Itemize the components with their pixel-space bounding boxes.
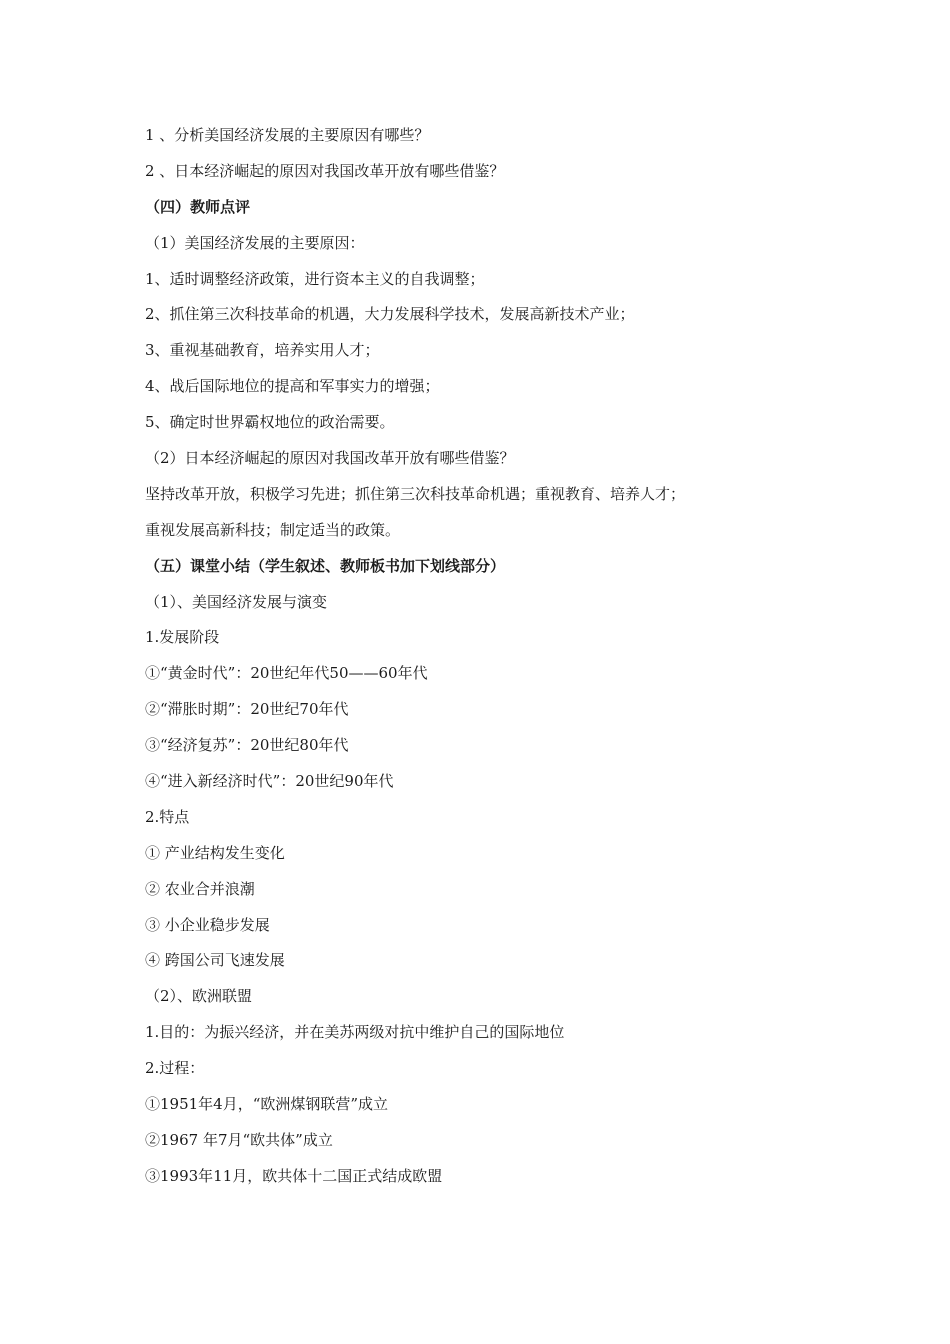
text-line: ①“黄金时代”：20世纪年代50——60年代 [145, 664, 428, 683]
text-line: （2）日本经济崛起的原因对我国改革开放有哪些借鉴？ [145, 449, 515, 468]
section-heading: （四）教师点评 [145, 197, 251, 216]
text-line: ③“经济复苏”：20世纪80年代 [145, 736, 349, 755]
text-line: （2）、欧洲联盟 [145, 987, 253, 1006]
text-line: ② 农业合并浪潮 [145, 879, 255, 898]
text-line: ①1951年4月，“欧洲煤钢联营”成立 [145, 1095, 389, 1114]
text-line: 1、适时调整经济政策，进行资本主义的自我调整； [145, 269, 485, 288]
text-line: ②1967 年7月“欧共体”成立 [145, 1130, 333, 1149]
text-line: ① 产业结构发生变化 [145, 843, 285, 862]
text-line: 4、战后国际地位的提高和军事实力的增强； [145, 377, 440, 396]
text-line: ④ 跨国公司飞速发展 [145, 951, 285, 970]
text-line: ②“滞胀时期”：20世纪70年代 [145, 700, 349, 719]
text-line: 坚持改革开放，积极学习先进；抓住第三次科技革命机遇；重视教育、培养人才； [145, 484, 686, 503]
text-line: （1）美国经济发展的主要原因： [145, 233, 365, 252]
text-line: 5、确定时世界霸权地位的政治需要。 [145, 413, 395, 432]
text-line: 1.发展阶段 [145, 628, 220, 647]
text-line: ③1993年11月，欧共体十二国正式结成欧盟 [145, 1166, 443, 1185]
text-line: 2、抓住第三次科技革命的机遇，大力发展科学技术，发展高新技术产业； [145, 305, 635, 324]
text-line: 2.特点 [145, 807, 190, 826]
text-line: 重视发展高新科技；制定适当的政策。 [145, 520, 401, 539]
text-line: （1）、美国经济发展与演变 [145, 592, 328, 611]
text-line: 2 、日本经济崛起的原因对我国改革开放有哪些借鉴？ [145, 161, 505, 180]
text-line: ④“进入新经济时代”：20世纪90年代 [145, 772, 394, 791]
text-line: 3、重视基础教育，培养实用人才； [145, 341, 380, 360]
document-page [145, 118, 825, 1195]
text-line: 2.过程： [145, 1059, 205, 1078]
section-heading: （五）课堂小结（学生叙述、教师板书加下划线部分） [145, 556, 506, 575]
text-line: 1.目的：为振兴经济，并在美苏两级对抗中维护自己的国际地位 [145, 1023, 565, 1042]
text-line: 1 、分析美国经济发展的主要原因有哪些？ [145, 126, 430, 144]
text-line: ③ 小企业稳步发展 [145, 915, 270, 934]
